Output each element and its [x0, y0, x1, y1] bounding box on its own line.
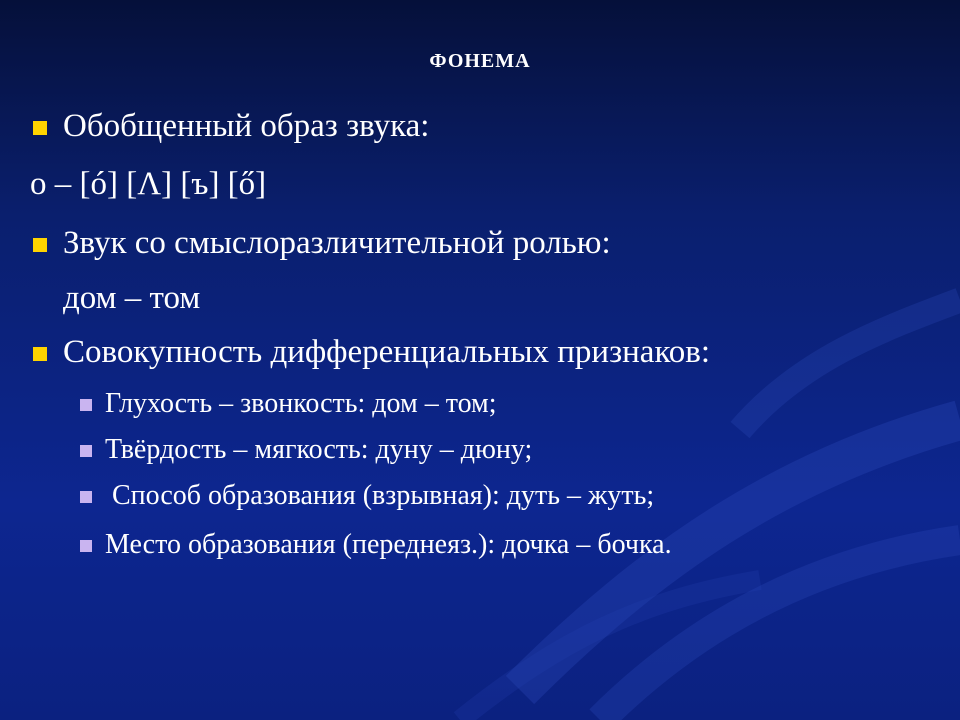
- yellow-square-bullet-icon: [33, 121, 47, 135]
- yellow-square-bullet-icon: [33, 238, 47, 252]
- lilac-square-bullet-icon: [80, 540, 92, 552]
- slide-title: ФОНЕМА: [429, 50, 531, 72]
- bullet-line-features: Совокупность дифференциальных признаков:: [30, 336, 710, 369]
- yellow-square-bullet-icon: [33, 347, 47, 361]
- plain-line-allophones: о – [ó] [Λ] [ъ] [ő]: [30, 166, 267, 202]
- sub-bullet-voicing: Глухость – звонкость: дом – том;: [30, 390, 497, 418]
- lilac-square-bullet-icon: [80, 491, 92, 503]
- sub-bullet-manner: Способ образования (взрывная): дуть – жуть;: [30, 482, 654, 510]
- sub-bullet-place: Место образования (переднеяз.): дочка – бочка.: [30, 531, 672, 559]
- bullet-line-generalized-sound: Обобщенный образ звука:: [30, 110, 429, 143]
- sub-bullet-palatalization: Твёрдость – мягкость: дуну – дюну;: [30, 436, 532, 464]
- indent-line-example: дом – том: [63, 280, 201, 316]
- lilac-square-bullet-icon: [80, 399, 92, 411]
- lilac-square-bullet-icon: [80, 445, 92, 457]
- bullet-line-meaning-role: Звук со смыслоразличительной ролью:: [30, 227, 611, 260]
